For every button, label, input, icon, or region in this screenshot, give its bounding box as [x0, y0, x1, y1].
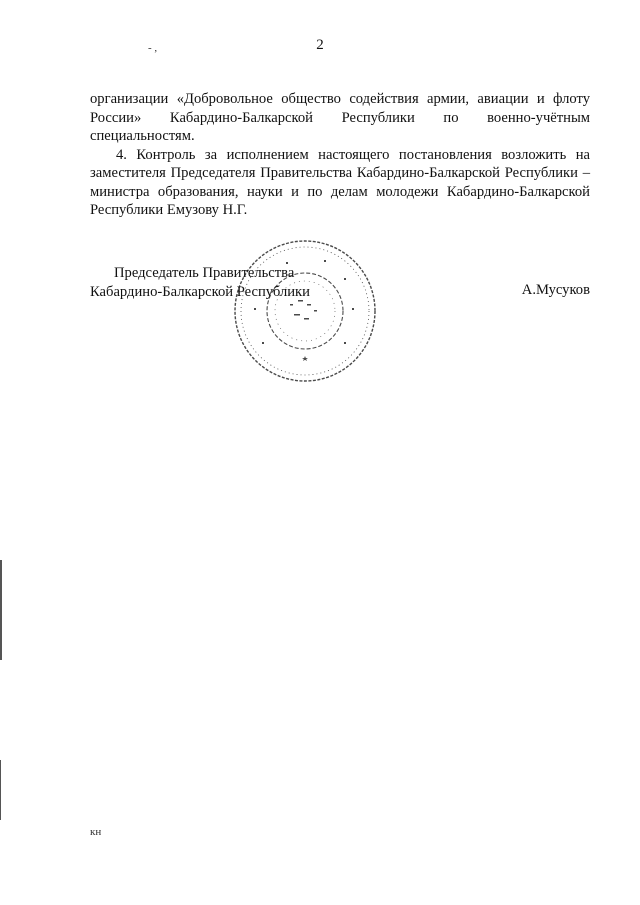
official-seal-icon [232, 238, 378, 384]
document-body [90, 90, 590, 220]
footer-mark: кн [90, 826, 102, 838]
signatory-position-line1: Председатель Правительства [114, 265, 295, 281]
scan-edge-mark [0, 760, 1, 820]
header-marks: - , [148, 42, 158, 54]
signatory-position [90, 264, 310, 301]
signatory-position-line2: Кабардино-Балкарской Республики [90, 283, 310, 300]
signatory-name: А.Мусуков [521, 282, 590, 298]
paragraph-4: 4. Контроль за исполнением настоящего постановления возложить на заместителя Председателя Правительства Кабардино-Балкарской Республики – министра образования, науки и по делам молодежи Кабардино-Балкарской Республики Емузову Н.Г. [90, 146, 590, 218]
page-number: 2 [316, 37, 324, 53]
scan-edge-mark [0, 560, 2, 660]
paragraph-continuation: организации «Добровольное общество содействия армии, авиации и флоту России» Кабардино-Балкарской Республики по военно-учётным специальностям. [90, 91, 590, 144]
